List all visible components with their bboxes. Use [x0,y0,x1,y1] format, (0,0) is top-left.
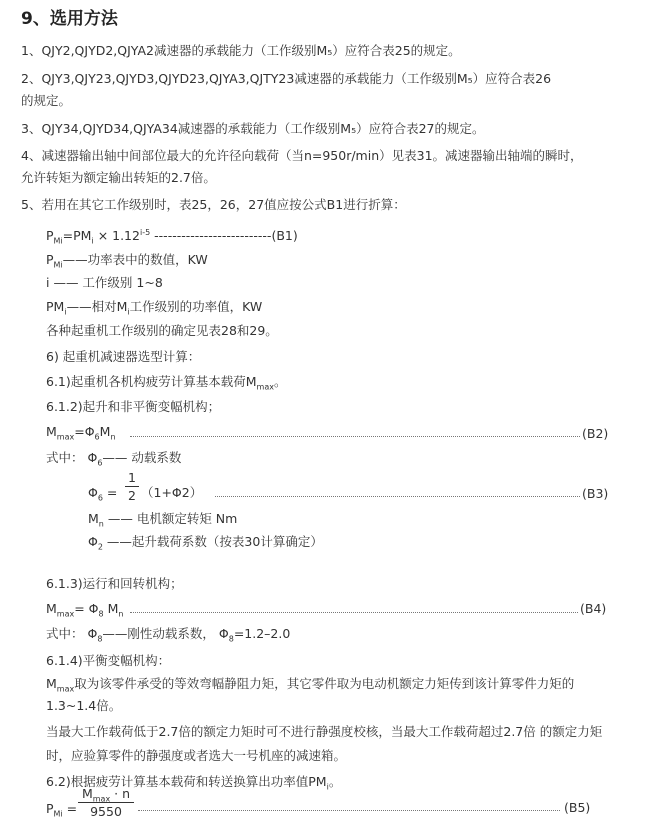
b1-rest: × 1.12 [97,228,140,243]
p614-line-2: 1.3~1.4倍。 [46,698,122,713]
b5-tag: (B5) [564,800,591,815]
b3-bar [125,486,139,487]
b4-c: M [103,601,119,616]
b4-tag: (B4) [580,601,607,616]
def-tables: 各种起重机工作级别的确定见表28和29。 [46,323,278,338]
b5-lhs-a: P [46,801,54,816]
where-phi6 [46,449,181,467]
b4-a: M [46,601,57,616]
b3-fraction [125,470,139,503]
b3-eq: = [102,485,118,500]
where2-a: 式中： Φ [46,626,98,641]
b2-c: M [99,424,111,439]
b5-num-b: · n [110,786,131,801]
b2-sub3: n [110,432,116,442]
p614-b: 取为该零件承受的等效弯幅静阻力矩，其它零件取为电动机额定力矩传到该计算零件力矩的 [74,676,575,691]
b4-b: = Φ [74,601,99,616]
b3-den: 2 [128,488,136,503]
b5-lhs [46,800,77,818]
b3-sub: 6 [97,493,103,503]
b5-leader [138,810,560,811]
rule-5: 5、若用在其它工作级别时，表25，26，27值应按公式B1进行折算： [21,197,406,212]
b5-den: 9550 [90,804,122,819]
b1-dashes: -------------------------- [154,228,272,243]
b2-tag: (B2) [582,426,609,441]
def-phi2 [88,533,323,551]
sec61-sub: max [256,382,274,392]
phi2-sub: 2 [97,542,103,552]
def-pmi-a: P [46,252,54,267]
phi2-a: Φ [88,534,98,549]
b3-num: 1 [128,470,136,485]
where1-b: —— 动载系数 [102,450,182,465]
b1-lhs: P [46,228,54,243]
b2-leader [130,436,580,437]
formula-b1 [46,227,298,245]
section-6-1-2: 6.1.2)起升和非平衡变幅机构； [46,399,221,414]
b5-fraction [78,786,134,819]
rule-4-cont: 允许转矩为额定输出转矩的2.7倍。 [21,170,216,185]
b4-sub2: 8 [98,609,104,619]
where2-c: =1.2–2.0 [233,626,291,641]
def-pm-sub: i [64,307,67,317]
sec62-a: 6.2)根据疲劳计算基本载荷和转送换算出功率值PM [46,774,327,789]
formula-b4 [46,600,123,618]
b1-mid-sub: i [91,236,94,246]
where2-sub: 8 [97,634,103,644]
section-6-1-3: 6.1.3)运行和回转机构； [46,576,183,591]
section-6: 6) 起重机减速器选型计算： [46,349,201,364]
rule-3: 3、QJY34,QJYD34,QJYA34减速器的承载能力（工作级别M₅）应符合表27的规定。 [21,121,485,136]
p614-line-1 [46,675,574,693]
def-pmi-sub: Mi [53,260,63,270]
b3-rest: （1+Φ2） [141,485,203,500]
rule-1: 1、QJY2,QJYD2,QJYA2减速器的承载能力（工作级别M₅）应符合表25的规定。 [21,43,461,58]
p614-line-4: 时，应验算零件的静强度或者选大一号机座的减速箱。 [46,748,347,763]
def-pm-a: PM [46,299,65,314]
section-6-1 [46,373,287,391]
section-6-1-4: 6.1.4)平衡变幅机构： [46,653,171,668]
b3-tag: (B3) [582,486,609,501]
p614-sub: max [56,684,75,694]
def-pmi [46,251,208,269]
p614-a: M [46,676,57,691]
b1-tag: (B1) [271,228,298,243]
mn-a: M [88,511,99,526]
sec61-b: 。 [273,374,287,389]
rule-2: 2、QJY3,QJY23,QJYD3,QJYD23,QJYA3,QJTY23减速器的承载能力（工作级别M₅）应符合表26 [21,71,552,86]
mn-b: —— 电机额定转矩 Nm [103,511,238,526]
b3-a: Φ [88,485,98,500]
def-mn [88,510,237,528]
b3-leader [215,496,580,497]
mn-sub: n [98,519,104,529]
def-i: i —— 工作级别 1~8 [46,275,163,290]
b1-lhs-sub: Mi [53,236,63,246]
sec61-a: 6.1)起重机各机构疲劳计算基本载荷M [46,374,257,389]
where-phi8 [46,625,290,643]
def-pm-sub2: i [127,307,130,317]
b5-num [78,786,134,804]
b5-num-a: M [81,786,93,801]
b2-sub1: max [56,432,75,442]
p614-line-3: 当最大工作载荷低于2.7倍的额定力矩时可不进行静强度校核，当最大工作载荷超过2.7倍 的额定力矩 [46,724,603,739]
b1-mid: =PM [62,228,92,243]
rule-2-cont: 的规定。 [21,93,72,108]
where1-sub: 6 [97,458,103,468]
sec62-b: 。 [328,774,342,789]
b2-b: =Φ [74,424,95,439]
def-pmi-b: ——功率表中的数值，KW [62,252,208,267]
b4-sub1: max [56,609,75,619]
b1-exp: i-5 [139,227,151,237]
rule-4: 4、减速器输出轴中间部位最大的允许径向载荷（当n=950r/min）见表31。减速器输出轴端的瞬时， [21,148,583,163]
b3-lhs [88,484,117,502]
b2-sub2: 6 [94,432,100,442]
b5-eq: = [62,801,78,816]
b2-a: M [46,424,57,439]
b4-sub3: n [118,609,124,619]
b4-leader [130,612,578,613]
phi2-b: ——起升载荷系数（按表30计算确定） [102,534,323,549]
where2-b: ——刚性动载系数， Φ [102,626,229,641]
section-title: 9、选用方法 [21,9,118,29]
where1-a: 式中： Φ [46,450,98,465]
b5-num-sub: max [92,794,111,804]
formula-b2 [46,423,116,441]
where2-sub2: 8 [228,634,234,644]
def-pm-c: 工作级别的功率值，KW [129,299,263,314]
b5-lhs-sub: Mi [53,809,63,819]
sec62-sub: i [326,782,329,792]
def-pm-b: ——相对M [66,299,128,314]
def-pm [46,298,262,316]
